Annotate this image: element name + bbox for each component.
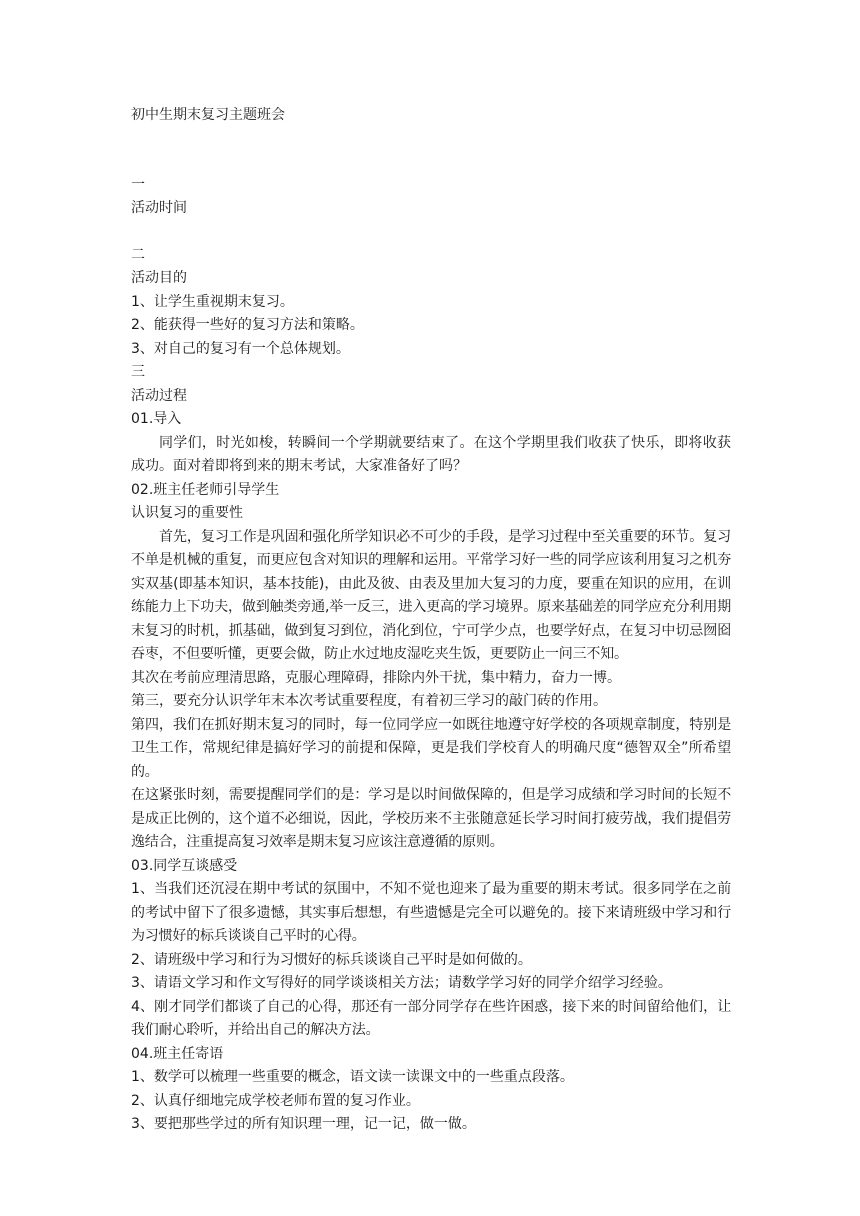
step-03-item: 4、刚才同学们都谈了自己的心得，那还有一部分同学存在些许困惑，接下来的时间留给他们，让我们耐心聆听，并给出自己的解决方法。 xyxy=(131,998,731,1038)
step-04-heading: 04.班主任寄语 xyxy=(131,1045,224,1062)
section-3-number: 三 xyxy=(131,364,145,380)
document-body xyxy=(131,104,731,1137)
section-1-title: 活动时间 xyxy=(131,200,187,216)
step-03-heading: 03.同学互谈感受 xyxy=(131,857,238,874)
section-3-title: 活动过程 xyxy=(131,387,187,404)
step-02-paragraph: 其次在考前应理清思路，克服心理障碍，排除内外干扰，集中精力，奋力一博。 xyxy=(131,669,621,686)
step-04-item: 3、要把那些学过的所有知识理一理，记一记，做一做。 xyxy=(131,1116,476,1132)
step-02-subheading: 认识复习的重要性 xyxy=(131,505,243,521)
section-1-number: 一 xyxy=(131,176,145,193)
step-02-paragraph: 第四，我们在抓好期末复习的同时，每一位同学应一如既往地遵守好学校的各项规章制度，特别是卫生工作，常规纪律是搞好学习的前提和保障，更是我们学校育人的明确尺度“德智双全”所希望的。 xyxy=(131,716,731,780)
goal-item: 1、让学生重视期末复习。 xyxy=(131,293,294,310)
section-2-number: 二 xyxy=(131,246,145,263)
step-02-paragraph: 第三，要充分认识学年末本次考试重要程度，有着初三学习的敲门砖的作用。 xyxy=(131,693,607,709)
step-02-paragraph: 在这紧张时刻，需要提醒同学们的是：学习是以时间做保障的，但是学习成绩和学习时间的长短不是成正比例的，这个道不必细说，因此，学校历来不主张随意延长学习时间打疲劳战，我们提倡劳逸结合，注重提高复习效率是期末复习应该注意遵循的原则。 xyxy=(131,787,731,850)
goal-item: 3、对自己的复习有一个总体规划。 xyxy=(131,340,350,357)
step-04-item: 1、数学可以梳理一些重要的概念，语文读一读课文中的一些重点段落。 xyxy=(131,1069,574,1085)
step-02-heading: 02.班主任老师引导学生 xyxy=(131,481,280,498)
step-02-paragraph: 首先，复习工作是巩固和强化所学知识必不可少的手段，是学习过程中至关重要的环节。复习不单是机械的重复，而更应包含对知识的理解和运用。平常学习好一些的同学应该利用复习之机夯实双基(即基本知识，基本技能)，由此及彼、由表及里加大复习的力度，要重在知识的应用，在训练能力上下功夫，做到触类旁通,举一反三，进入更高的学习境界。原来基础差的同学应充分利用期末复习的时机，抓基础，做到复习到位，消化到位，宁可学少点，也要学好点，在复习中切忌囫囵吞枣，不但要听懂，更要会做，防止水过地皮湿吃夹生饭，更要防止一问三不知。 xyxy=(131,528,731,662)
step-03-item: 3、请语文学习和作文写得好的同学谈谈相关方法；请数学学习好的同学介绍学习经验。 xyxy=(131,975,672,991)
document-title: 初中生期末复习主题班会 xyxy=(131,107,285,123)
step-03-item: 2、请班级中学习和行为习惯好的标兵谈谈自己平时是如何做的。 xyxy=(131,951,532,968)
step-01-paragraph: 同学们，时光如梭，转瞬间一个学期就要结束了。在这个学期里我们收获了快乐，即将收获成功。面对着即将到来的期末考试，大家准备好了吗？ xyxy=(131,434,731,474)
step-03-item: 1、当我们还沉浸在期中考试的氛围中，不知不觉也迎来了最为重要的期末考试。很多同学在之前的考试中留下了很多遗憾，其实事后想想，有些遗憾是完全可以避免的。接下来请班级中学习和行为习惯好的标兵谈谈自己平时的心得。 xyxy=(131,881,731,944)
section-2-title: 活动目的 xyxy=(131,270,187,286)
step-04-item: 2、认真仔细地完成学校老师布置的复习作业。 xyxy=(131,1092,420,1109)
goal-item: 2、能获得一些好的复习方法和策略。 xyxy=(131,317,364,333)
step-01-heading: 01.导入 xyxy=(131,411,182,427)
